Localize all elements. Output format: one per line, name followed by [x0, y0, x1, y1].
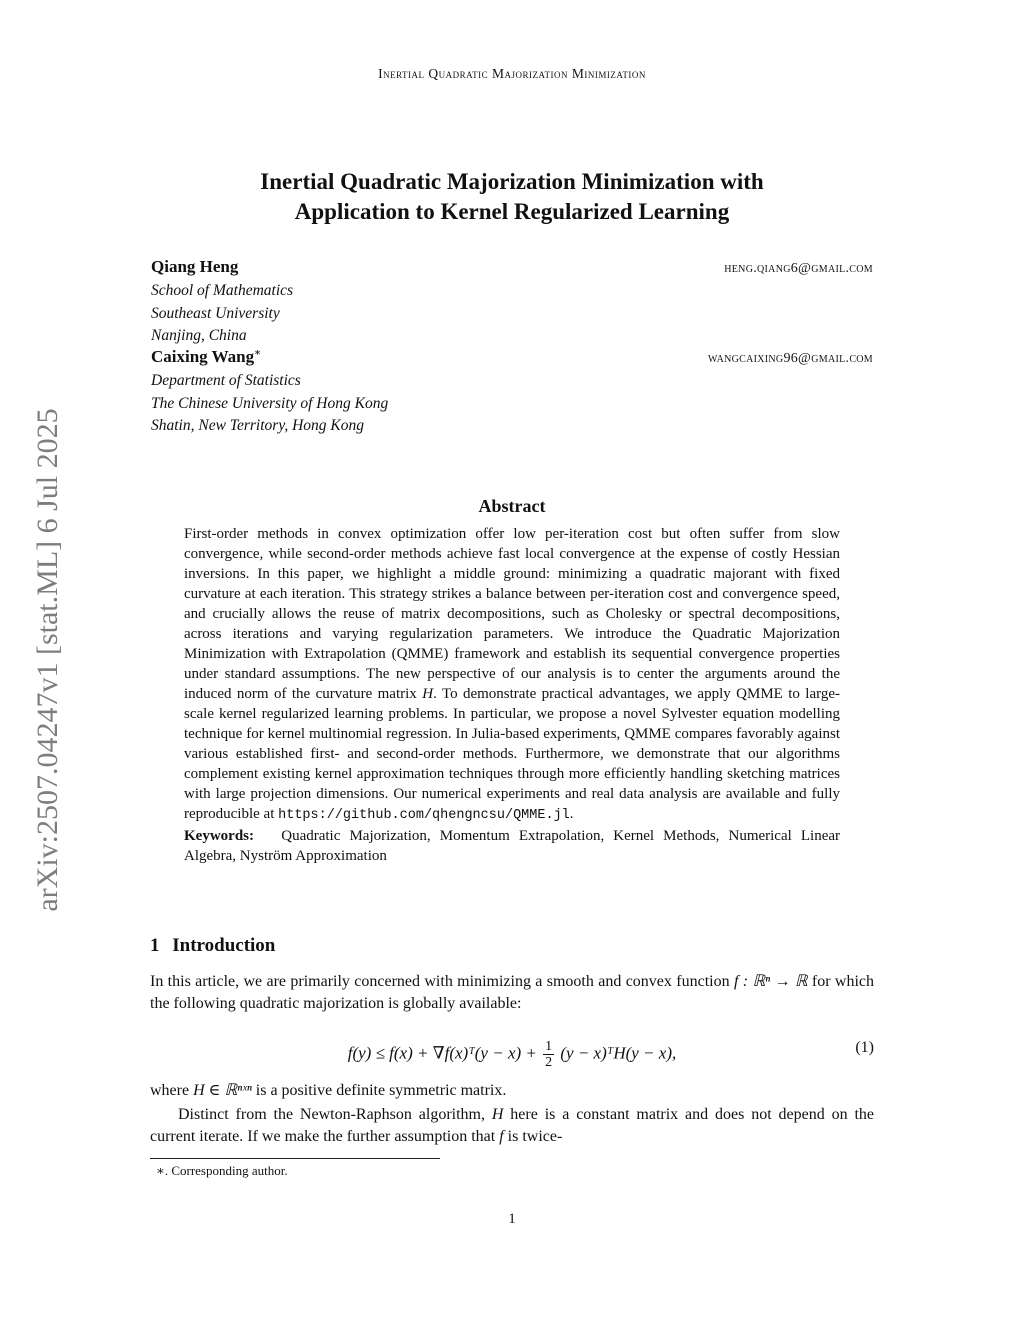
inline-math: H ∈ ℝⁿˣⁿ	[193, 1082, 252, 1099]
equation-rhs: (y − x)ᵀH(y − x),	[560, 1043, 677, 1063]
intro-paragraph-3	[150, 1104, 874, 1148]
keywords	[184, 826, 840, 866]
page-number: 1	[508, 1211, 516, 1227]
abstract-heading: Abstract	[478, 496, 546, 516]
author-affiliation-line: The Chinese University of Hong Kong	[151, 394, 389, 412]
body-text: here is a constant matrix and does not depend on the current iterate. If we make the further assumption that	[150, 1106, 875, 1145]
inline-math: f : ℝⁿ → ℝ	[733, 973, 808, 990]
author-affiliation-line: School of Mathematics	[151, 282, 294, 299]
body-text: Distinct from the Newton-Raphson algorithm,	[178, 1106, 485, 1123]
author-2	[151, 347, 873, 438]
equation-number: (1)	[855, 1039, 874, 1056]
equation-content	[150, 1039, 874, 1070]
arxiv-stamp: arXiv:2507.04247v1 [stat.ML] 6 Jul 2025	[31, 408, 64, 912]
matrix-symbol: H	[422, 686, 434, 702]
title-line-1: Inertial Quadratic Majorization Minimization with	[260, 169, 764, 194]
section-heading	[150, 935, 275, 957]
abstract-text-end: .	[569, 806, 574, 822]
inline-math: H	[491, 1106, 504, 1123]
equation-lhs: f(y) ≤ f(x) + ∇f(x)ᵀ(y − x) +	[347, 1043, 537, 1063]
paper-title	[150, 167, 874, 227]
abstract-body	[184, 524, 840, 866]
footnote: ∗. Corresponding author.	[156, 1163, 288, 1178]
author-affiliation-line: Nanjing, China	[151, 327, 247, 344]
author-name: Caixing Wang∗	[151, 347, 262, 366]
section-title: Introduction	[172, 935, 276, 956]
inline-math: f	[499, 1128, 504, 1145]
footnote-rule	[150, 1158, 440, 1159]
keywords-label: Keywords:	[184, 828, 254, 844]
equation-1	[150, 1027, 874, 1075]
body-text: In this article, we are primarily concerned with minimizing a smooth and convex function	[150, 973, 730, 990]
author-affiliation-line: Southeast University	[151, 304, 280, 322]
body-text: is twice-	[507, 1128, 563, 1145]
author-1	[151, 257, 873, 348]
fraction-numerator: 1	[545, 1039, 553, 1054]
corresponding-mark: ∗	[254, 347, 262, 359]
author-affiliation-line: Department of Statistics	[151, 372, 301, 389]
running-head: Inertial Quadratic Majorization Minimization	[378, 66, 646, 81]
author-email: wangcaixing96@gmail.com	[707, 351, 873, 366]
intro-paragraph-2	[150, 1080, 874, 1102]
body-text: for which the following quadratic majorization is globally available:	[150, 973, 875, 1012]
repo-link[interactable]: https://github.com/qhengncsu/QMME.jl	[278, 808, 570, 823]
section-number: 1	[150, 935, 160, 956]
abstract-text: First-order methods in convex optimization offer low per-iteration cost but often suffer from slow convergence, while second-order methods achieve fast local convergence at the expense of costly Hessian inversions. In this paper, we highlight a middle ground: minimizing a quadratic majorant with fixed curvature at each iteration. This strategy strikes a balance between per-iteration cost and convergence speed, and crucially allows the reuse of matrix decompositions, such as Cholesky or spectral decompositions, across iterations and varying regularization parameters. We introduce the Quadratic Majorization Minimization with Extrapolation (QMME) framework and establish its sequential convergence properties under standard assumptions. The new perspective of our analysis is to center the arguments around the induced norm of the curvature matrix	[184, 526, 840, 702]
body-text: where	[150, 1082, 190, 1099]
author-name: Qiang Heng	[151, 257, 239, 276]
title-line-2: Application to Kernel Regularized Learning	[294, 199, 730, 224]
body-text: is a positive definite symmetric matrix.	[255, 1082, 507, 1099]
keywords-list: Quadratic Majorization, Momentum Extrapolation, Kernel Methods, Numerical Linear Algebra, Nyström Approximation	[184, 828, 841, 864]
equation-fraction	[543, 1039, 554, 1070]
abstract-text: . To demonstrate practical advantages, we apply QMME to large-scale kernel regularized learning problems. In particular, we propose a novel Sylvester equation modelling technique for kernel multinomial regression. In Julia-based experiments, QMME compares favorably against various established first- and second-order methods. Furthermore, we demonstrate that our algorithms complement existing kernel approximation techniques through more efficiently handling sketching matrices with large projection dimensions. Our numerical experiments and real data analysis are available and fully reproducible at	[184, 686, 840, 822]
fraction-denominator: 2	[545, 1055, 553, 1070]
author-affiliation-line: Shatin, New Territory, Hong Kong	[151, 417, 365, 434]
intro-paragraph-1	[150, 971, 874, 1015]
author-email: heng.qiang6@gmail.com	[724, 261, 873, 276]
